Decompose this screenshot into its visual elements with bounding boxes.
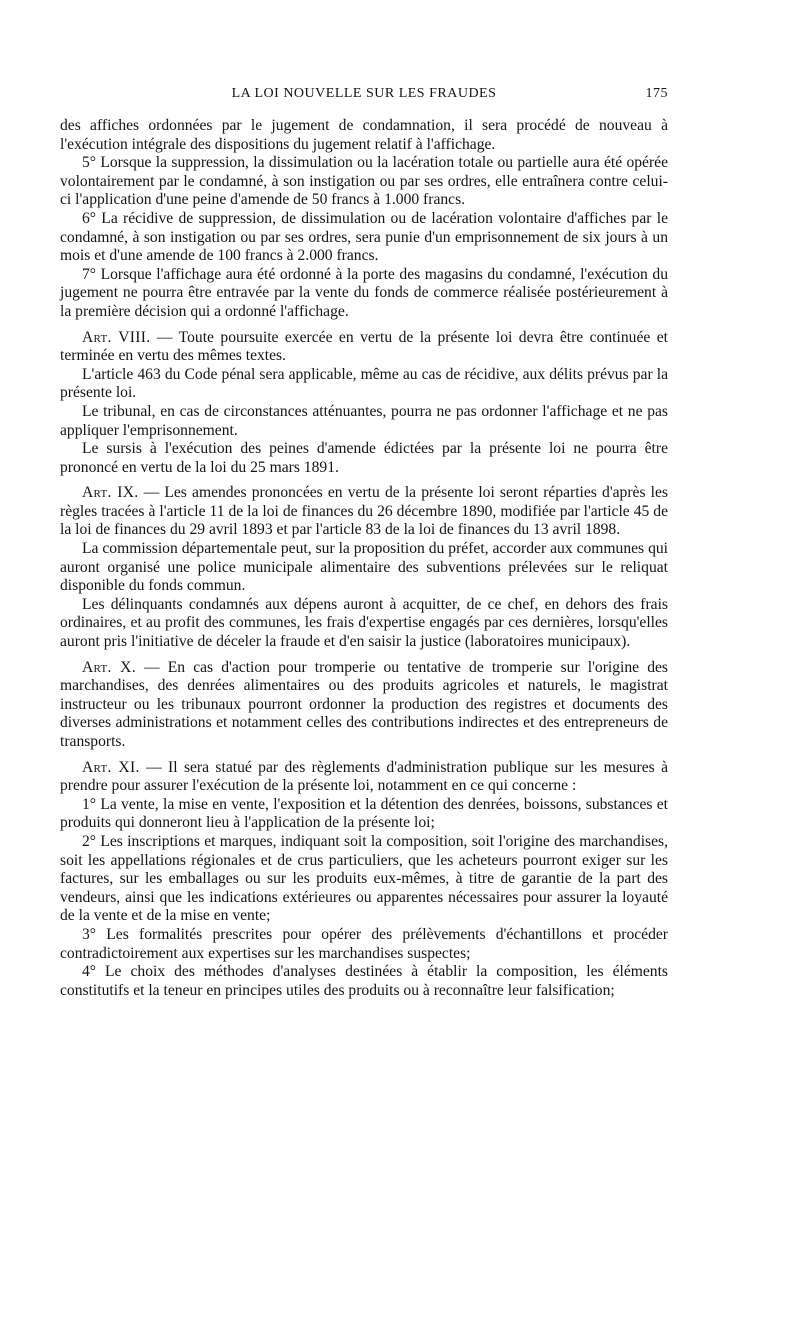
running-title: LA LOI NOUVELLE SUR LES FRAUDES	[231, 86, 497, 101]
article-x: Art. X. — En cas d'action pour tromperie ou tentative de tromperie sur l'origine des marchandises, des denrées alimentaires ou des produits agricoles et naturels, le magistrat instructeur ou les tribunaux pourront ordonner la production des registres et documents des diverses administrations et notamment celles des contributions indirectes et des entrepreneurs de transports.	[60, 658, 668, 750]
paragraph-item-5: 5° Lorsque la suppression, la dissimulation ou la lacération totale ou partielle aura été opérée volontairement par le condamné, à son instigation ou par ses ordres, elle entraînera contre celui-ci l'application d'une peine d'amende de 50 francs à 1.000 francs.	[60, 154, 668, 209]
paragraph-item-6: 6° La récidive de suppression, de dissimulation ou de lacération volontaire d'affiches par le condamné, à son instigation ou par ses ordres, sera punie d'un emprisonnement de six jours à un mois et d'une amende de 100 francs à 2.000 francs.	[60, 209, 668, 265]
paragraph: La commission départementale peut, sur la proposition du préfet, accorder aux communes qui auront organisé une police municipale alimentaire des subventions prélevées sur le reliquat disponible du fonds commun.	[60, 540, 668, 595]
article-viii: Art. VIII. — Toute poursuite exercée en vertu de la présente loi devra être continuée et terminée en vertu des mêmes textes.	[60, 328, 668, 365]
article-xi: Art. XI. — Il sera statué par des règlements d'administration publique sur les mesures à prendre pour assurer l'exécution de la présente loi, notamment en ce qui concerne :	[60, 758, 668, 795]
paragraph-continuation: des affiches ordonnées par le jugement de condamnation, il sera procédé de nouveau à l'exécution intégrale des dispositions du jugement relatif à l'affichage.	[60, 117, 668, 153]
paragraph: Le sursis à l'exécution des peines d'amende édictées par la présente loi ne pourra être prononcé en vertu de la loi du 25 mars 1891.	[60, 440, 668, 476]
running-header	[60, 86, 668, 108]
paragraph: Les délinquants condamnés aux dépens auront à acquitter, de ce chef, en dehors des frais ordinaires, et au profit des communes, les frais d'expertise engagés par ces dernières, lorsqu'elles auront pris l'initiative de déceler la fraude et d'en saisir la justice (laboratoires municipaux).	[60, 595, 668, 651]
page-number: 175	[645, 86, 668, 101]
paragraph: L'article 463 du Code pénal sera applicable, même au cas de récidive, aux délits prévus par la présente loi.	[60, 365, 668, 402]
list-item-1: 1° La vente, la mise en vente, l'exposition et la détention des denrées, boissons, substances et produits qui donneront lieu à l'application de la présente loi;	[60, 795, 668, 832]
paragraph: Le tribunal, en cas de circonstances atténuantes, pourra ne pas ordonner l'affichage et ne pas appliquer l'emprisonnement.	[60, 402, 668, 439]
article-label: Art. X.	[82, 658, 136, 676]
list-item-2: 2° Les inscriptions et marques, indiquant soit la composition, soit l'origine des marchandises, soit les appellations régionales et de crus particuliers, que les acheteurs pourront exiger sur les factures, sur les emballages ou sur les produits eux-mêmes, à titre de garantie de la part des vendeurs, ainsi que les indications extérieures ou apparentes nécessaires pour assurer la loyauté de la vente et de la mise en vente;	[60, 832, 668, 925]
article-label: Art. XI.	[82, 758, 140, 776]
article-label: Art. VIII.	[82, 328, 151, 346]
paragraph-item-7: 7° Lorsque l'affichage aura été ordonné à la porte des magasins du condamné, l'exécution du jugement ne pourra être entravée par la vente du fonds de commerce réalisée postérieurement à la première décision qui a ordonné l'affichage.	[60, 265, 668, 320]
list-item-4: 4° Le choix des méthodes d'analyses destinées à établir la composition, les éléments constitutifs et la teneur en principes utiles des produits ou à reconnaître leur falsification;	[60, 963, 668, 999]
body-text	[60, 117, 668, 1000]
article-ix: Art. IX. — Les amendes prononcées en vertu de la présente loi seront réparties d'après les règles tracées à l'article 11 de la loi de finances du 26 décembre 1890, modifiée par l'article 45 de la loi de finances du 29 avril 1893 et par l'article 83 de la loi de finances du 13 avril 1898.	[60, 484, 668, 539]
document-page	[60, 86, 668, 1000]
article-label: Art. IX.	[82, 484, 139, 502]
list-item-3: 3° Les formalités prescrites pour opérer des prélèvements d'échantillons et procéder contradictoirement aux expertises sur les marchandises suspectes;	[60, 925, 668, 962]
